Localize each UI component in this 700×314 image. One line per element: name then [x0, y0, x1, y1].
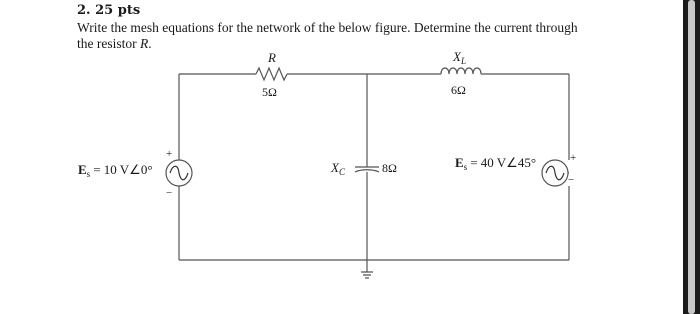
resistor-symbol-label: R — [268, 50, 276, 65]
inductor-symbol — [441, 68, 481, 74]
left-source-label — [78, 162, 153, 179]
question-number: 2. — [77, 3, 91, 18]
inductor-value: 6Ω — [451, 83, 466, 97]
right-source-value: = 40 V∠45° — [470, 155, 537, 170]
left-source-name: E — [78, 162, 87, 177]
question-line-2-prefix: the resistor — [77, 36, 140, 51]
question-line-1: Write the mesh equations for the network of the below figure. Determine the current through — [77, 20, 578, 35]
capacitor-value: 8Ω — [382, 161, 397, 175]
inductor-subscript: L — [460, 56, 466, 66]
capacitor-plate-bottom — [355, 170, 379, 172]
capacitor-subscript: C — [338, 167, 345, 177]
resistor-value: 5Ω — [262, 85, 277, 99]
circuit-wires — [179, 68, 569, 278]
inductor-symbol: X — [453, 49, 461, 64]
capacitor-symbol-label — [330, 160, 346, 177]
ground-symbol — [361, 272, 373, 278]
right-voltage-source — [455, 152, 576, 186]
question-line-2-suffix: . — [148, 36, 152, 51]
inductor-symbol-label — [452, 49, 466, 66]
question-points: 25 pts — [95, 3, 141, 18]
right-source-subscript: s — [463, 162, 468, 172]
right-source-plus: + — [570, 152, 577, 164]
right-source-label — [455, 155, 536, 172]
question-resistor-var: R — [140, 36, 149, 51]
left-source-minus: − — [166, 187, 173, 199]
right-source-name: E — [455, 155, 464, 170]
scrollbar-thumb[interactable] — [688, 0, 695, 314]
left-source-subscript: s — [86, 169, 91, 179]
left-source-plus: + — [166, 148, 173, 160]
left-voltage-source — [78, 148, 192, 199]
left-source-value: = 10 V∠0° — [93, 162, 153, 177]
right-source-minus: − — [568, 174, 575, 186]
capacitor-symbol: X — [331, 160, 339, 175]
resistor-symbol — [256, 68, 287, 80]
